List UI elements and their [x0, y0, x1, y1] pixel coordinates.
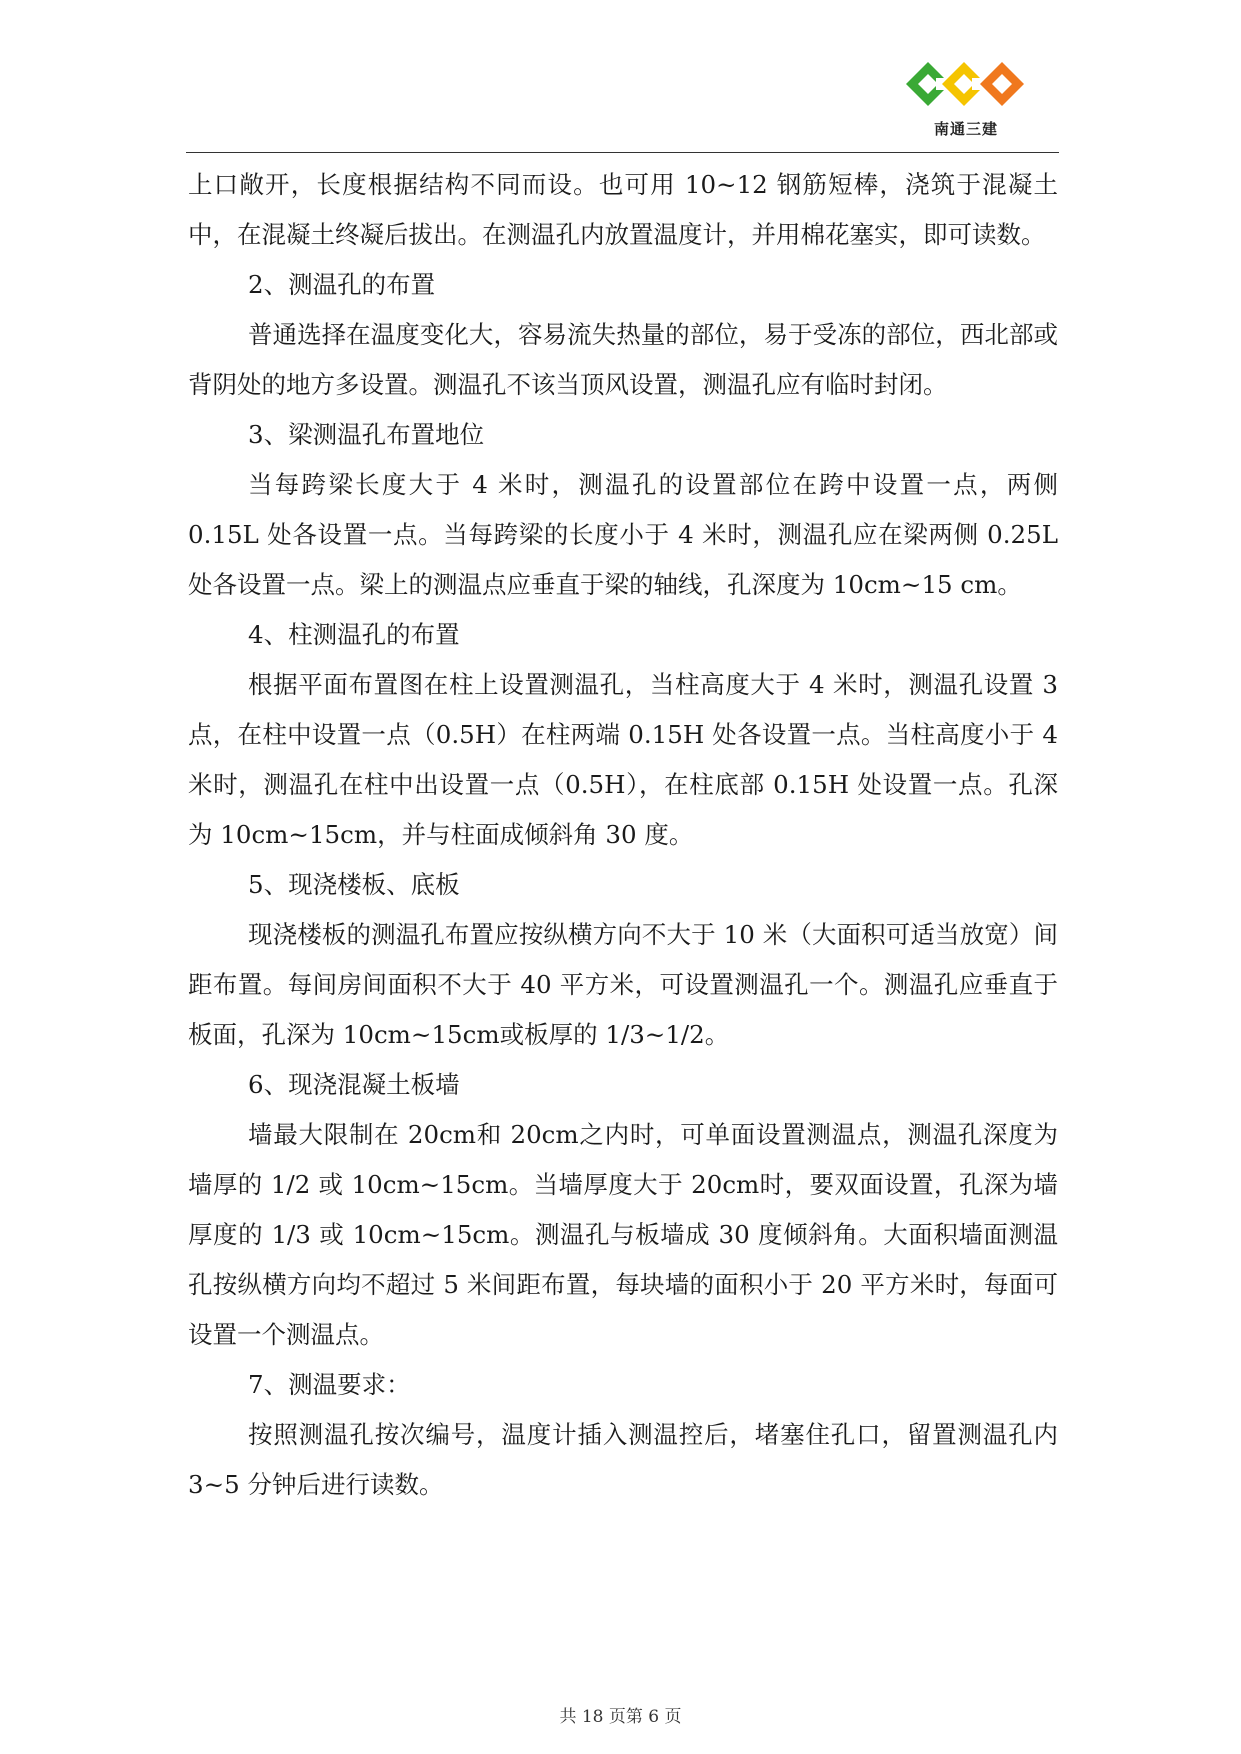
section-heading-7: 7、测温要求：: [248, 1370, 411, 1399]
section-heading-4: 4、柱测温孔的布置: [248, 620, 460, 649]
paragraph-3: 当每跨梁长度大于 4 米时，测温孔的设置部位在跨中设置一点，两侧 0.15L 处各设置一点。当每跨梁的长度小于 4 米时，测温孔应在梁两侧 0.25L 处各设置一点。梁上的测温点应垂直于梁的轴线，孔深度为 10cm~15 cm。: [188, 470, 1058, 599]
logo-company-name: 南通三建: [933, 120, 998, 138]
page-number: 共 18 页第 6 页: [559, 1707, 682, 1727]
paragraph-6: 墙最大限制在 20cm和 20cm之内时，可单面设置测温点，测温孔深度为墙厚的 1/2 或 10cm~15cm。当墙厚度大于 20cm时，要双面设置，孔深为墙厚度的 1/3 或 10cm~15cm。测温孔与板墙成 30 度倾斜角。大面积墙面测温孔按纵横方向均不超过 5 米间距布置，每块墙的面积小于 20 平方米时，每面可设置一个测温点。: [188, 1120, 1058, 1349]
company-logo: [906, 56, 1026, 140]
section-heading-2: 2、测温孔的布置: [248, 270, 436, 299]
section-heading-5: 5、现浇楼板、底板: [248, 870, 460, 899]
document-body: [188, 160, 1058, 1510]
logo-mark-icon: [906, 56, 1026, 116]
section-heading-3: 3、梁测温孔布置地位: [248, 420, 485, 449]
paragraph-4: 根据平面布置图在柱上设置测温孔，当柱高度大于 4 米时，测温孔设置 3 点，在柱中设置一点（0.5H）在柱两端 0.15H 处各设置一点。当柱高度小于 4 米时，测温孔在柱中出设置一点（0.5H），在柱底部 0.15H 处设置一点。孔深为 10cm~15cm，并与柱面成倾斜角 30 度。: [188, 670, 1058, 849]
paragraph-2: 普通选择在温度变化大，容易流失热量的部位，易于受冻的部位，西北部或背阴处的地方多设置。测温孔不该当顶风设置，测温孔应有临时封闭。: [188, 320, 1058, 399]
paragraph-7: 按照测温孔按次编号，温度计插入测温控后，堵塞住孔口，留置测温孔内 3~5 分钟后进行读数。: [188, 1420, 1058, 1499]
paragraph-continued: 上口敞开，长度根据结构不同而设。也可用 10~12 钢筋短棒，浇筑于混凝土中，在混凝土终凝后拔出。在测温孔内放置温度计，并用棉花塞实，即可读数。: [188, 170, 1058, 249]
paragraph-5: 现浇楼板的测温孔布置应按纵横方向不大于 10 米（大面积可适当放宽）间距布置。每间房间面积不大于 40 平方米，可设置测温孔一个。测温孔应垂直于板面，孔深为 10cm~15cm或板厚的 1/3~1/2。: [188, 920, 1058, 1049]
header-divider: [186, 152, 1059, 153]
section-heading-6: 6、现浇混凝土板墙: [248, 1070, 460, 1099]
